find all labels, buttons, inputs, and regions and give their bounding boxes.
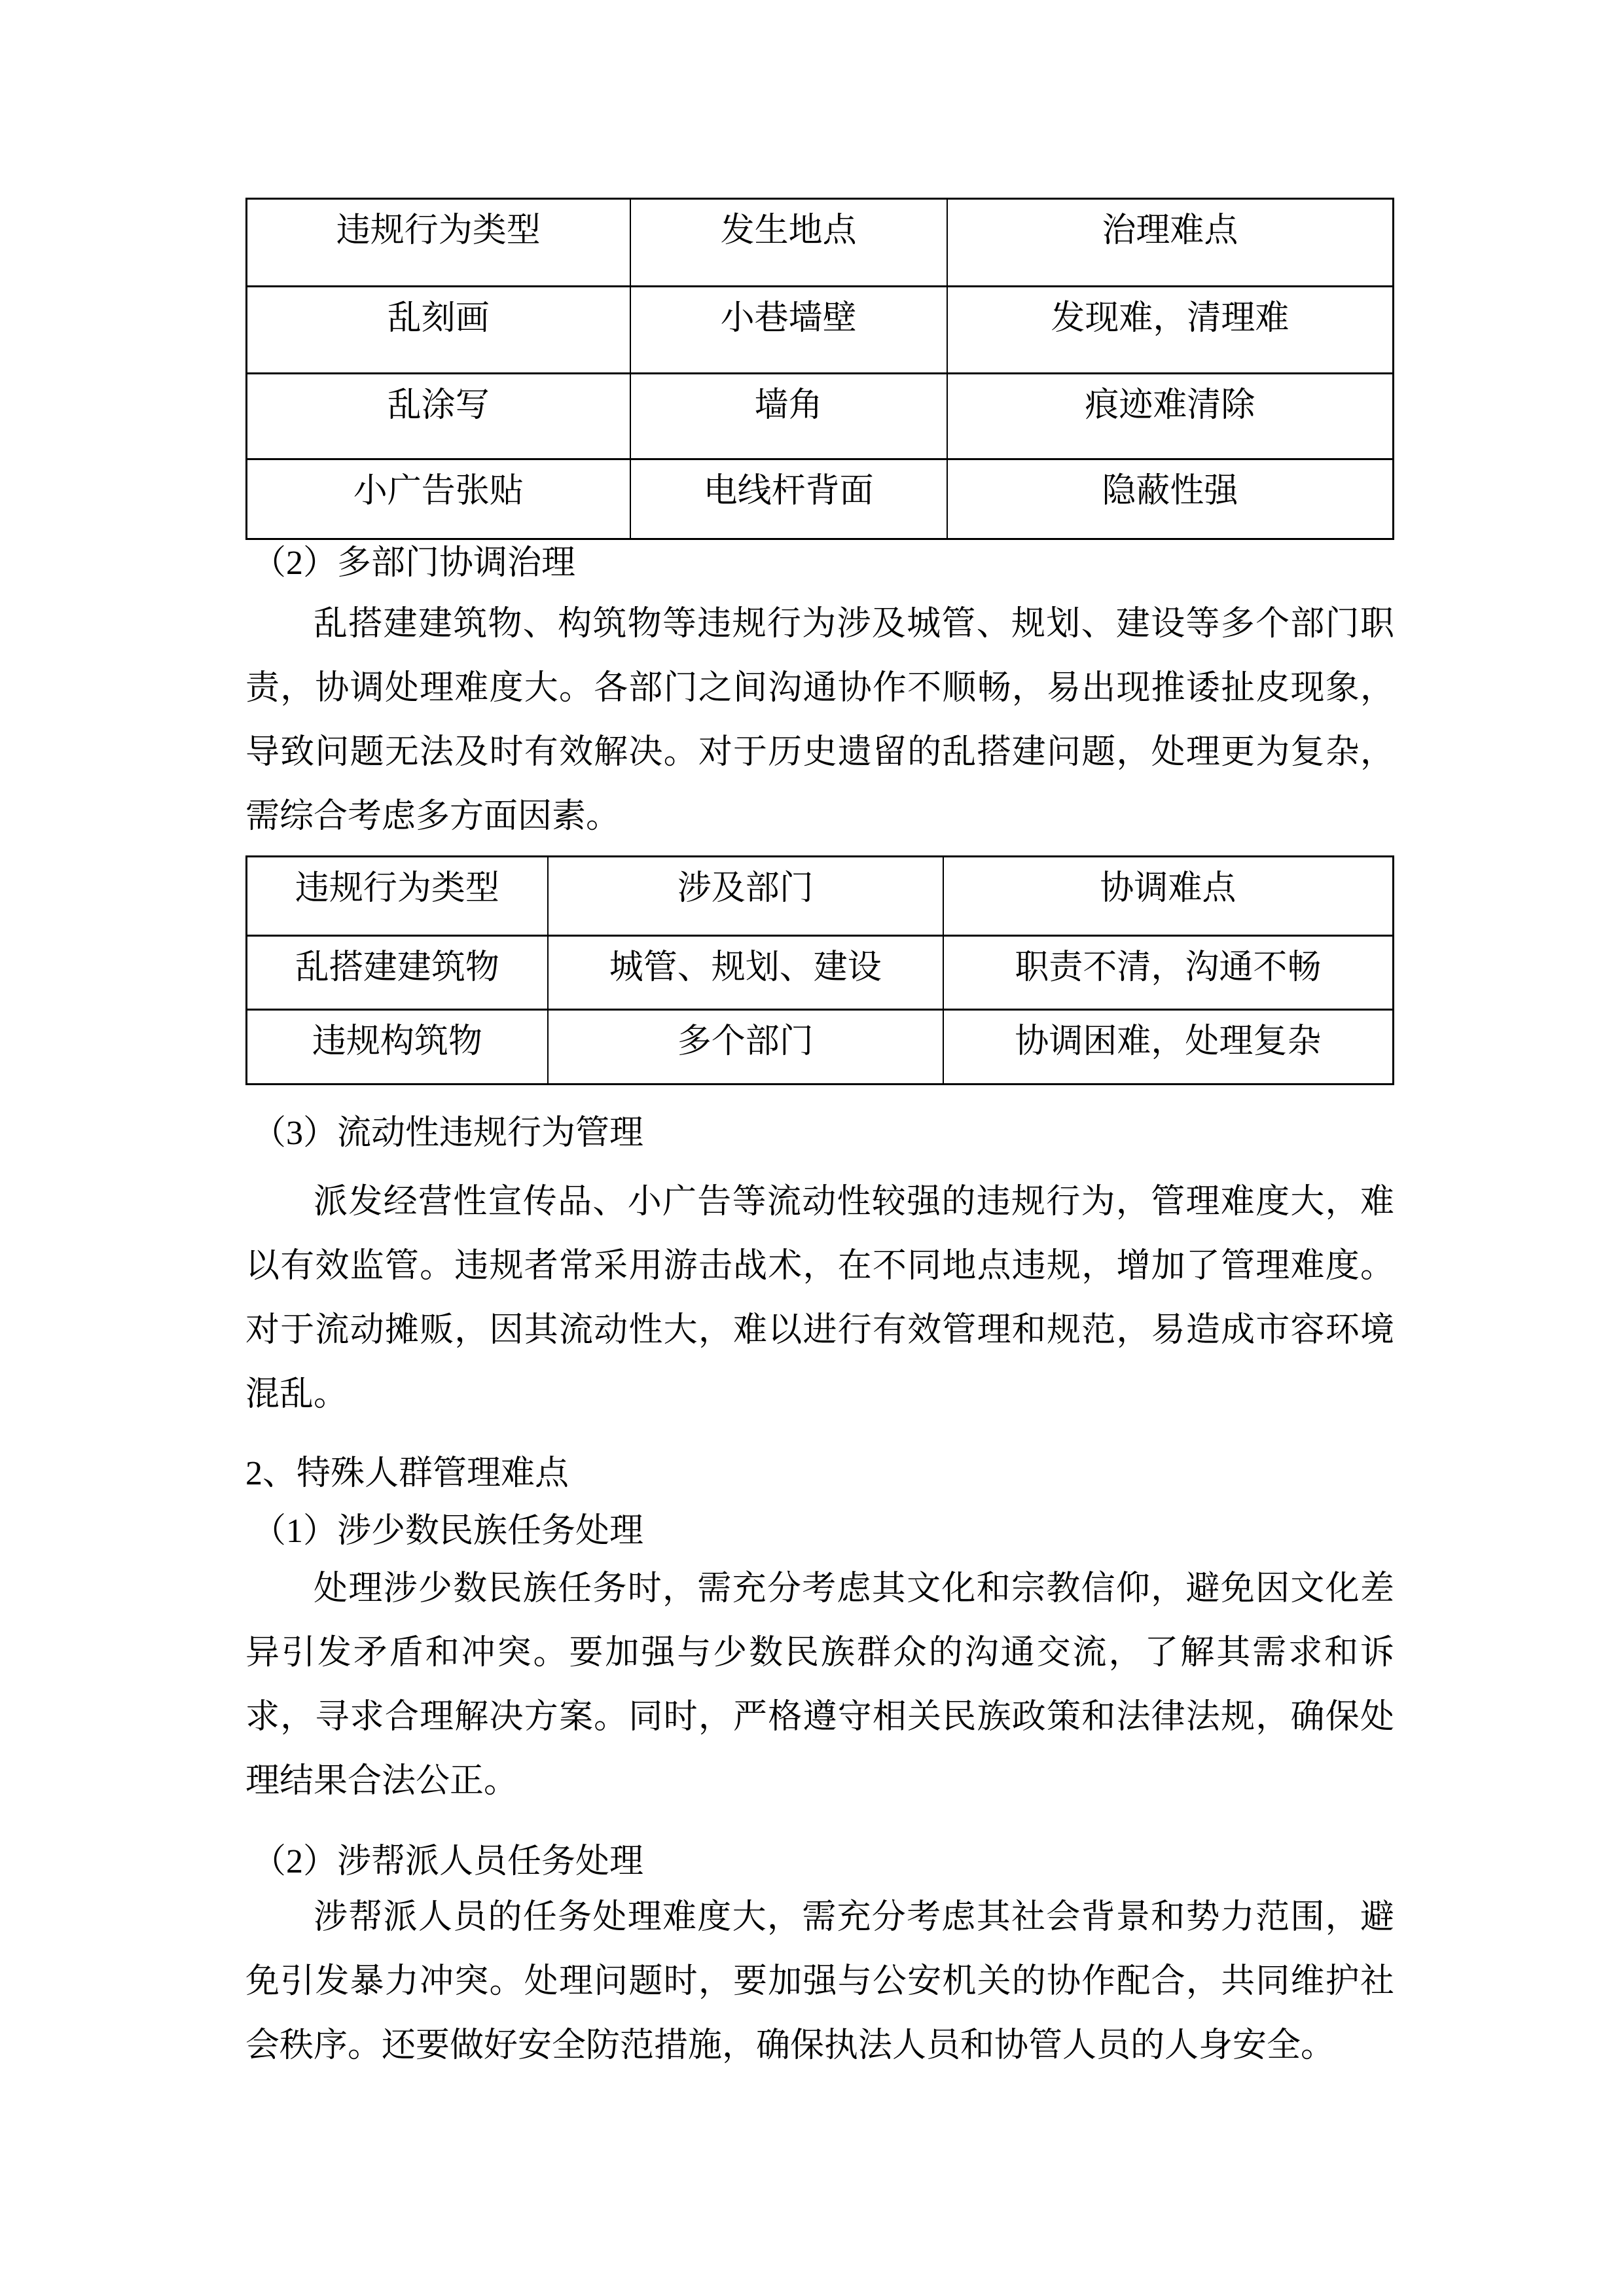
- table-cell: 乱涂写: [247, 374, 630, 459]
- table-cell: 乱刻画: [247, 287, 630, 374]
- table-cell: 协调困难，处理复杂: [943, 1010, 1394, 1085]
- table-header-cell: 协调难点: [943, 857, 1394, 936]
- heading-gang-task-handling: （2）涉帮派人员任务处理: [252, 1843, 644, 1880]
- paragraph-mobile-violation-management: 派发经营性宣传品、小广告等流动性较强的违规行为，管理难度大，难以有效监管。违规者常采用游击战术，在不同地点违规，增加了管理难度。对于流动摊贩，因其流动性大，难以进行有效管理和规范，易造成市容环境混乱。: [245, 1183, 1394, 1413]
- table-cell: 发现难，清理难: [947, 287, 1394, 374]
- table-cell: 职责不清，沟通不畅: [943, 936, 1394, 1010]
- paragraph-minority-task-handling: 处理涉少数民族任务时，需充分考虑其文化和宗教信仰，避免因文化差异引发矛盾和冲突。要加强与少数民族群众的沟通交流，了解其需求和诉求，寻求合理解决方案。同时，严格遵守相关民族政策和法律法规，确保处理结果合法公正。: [245, 1570, 1394, 1800]
- heading-minority-task-handling: （1）涉少数民族任务处理: [252, 1513, 644, 1550]
- table-cell: 多个部门: [548, 1010, 943, 1085]
- paragraph-multi-dept-coordination: 乱搭建建筑物、构筑物等违规行为涉及城管、规划、建设等多个部门职责，协调处理难度大。各部门之间沟通协作不顺畅，易出现推诿扯皮现象，导致问题无法及时有效解决。对于历史遗留的乱搭建问题，处理更为复杂，需综合考虑多方面因素。: [245, 605, 1394, 835]
- table-cell: 城管、规划、建设: [548, 936, 943, 1010]
- heading-mobile-violation-management: （3）流动性违规行为管理: [252, 1115, 644, 1152]
- table-cell: 痕迹难清除: [947, 374, 1394, 459]
- table-cell: 小广告张贴: [247, 459, 630, 539]
- table-row: [247, 1010, 1394, 1085]
- table-cell: 墙角: [630, 374, 947, 459]
- table-row: [247, 374, 1394, 459]
- heading-multi-dept-coordination: （2）多部门协调治理: [252, 545, 576, 582]
- table-cell: 乱搭建建筑物: [247, 936, 548, 1010]
- table-header-cell: 违规行为类型: [247, 857, 548, 936]
- table-cell: 电线杆背面: [630, 459, 947, 539]
- table-header-row: [247, 857, 1394, 936]
- table-row: [247, 936, 1394, 1010]
- table-cell: 隐蔽性强: [947, 459, 1394, 539]
- paragraph-gang-task-handling: 涉帮派人员的任务处理难度大，需充分考虑其社会背景和势力范围，避免引发暴力冲突。处理问题时，要加强与公安机关的协作配合，共同维护社会秩序。还要做好安全防范措施，确保执法人员和协管人员的人身安全。: [245, 1899, 1394, 2064]
- table-header-cell: 违规行为类型: [247, 199, 630, 287]
- table-row: [247, 459, 1394, 539]
- table-header-cell: 治理难点: [947, 199, 1394, 287]
- violation-department-table: [245, 855, 1394, 1085]
- table-cell: 违规构筑物: [247, 1010, 548, 1085]
- table-cell: 小巷墙壁: [630, 287, 947, 374]
- document-content: [245, 0, 1394, 2078]
- violation-location-table: [245, 198, 1394, 540]
- table-row: [247, 287, 1394, 374]
- table-header-row: [247, 199, 1394, 287]
- heading-special-groups-section: 2、特殊人群管理难点: [245, 1455, 569, 1492]
- table-header-cell: 涉及部门: [548, 857, 943, 936]
- table-header-cell: 发生地点: [630, 199, 947, 287]
